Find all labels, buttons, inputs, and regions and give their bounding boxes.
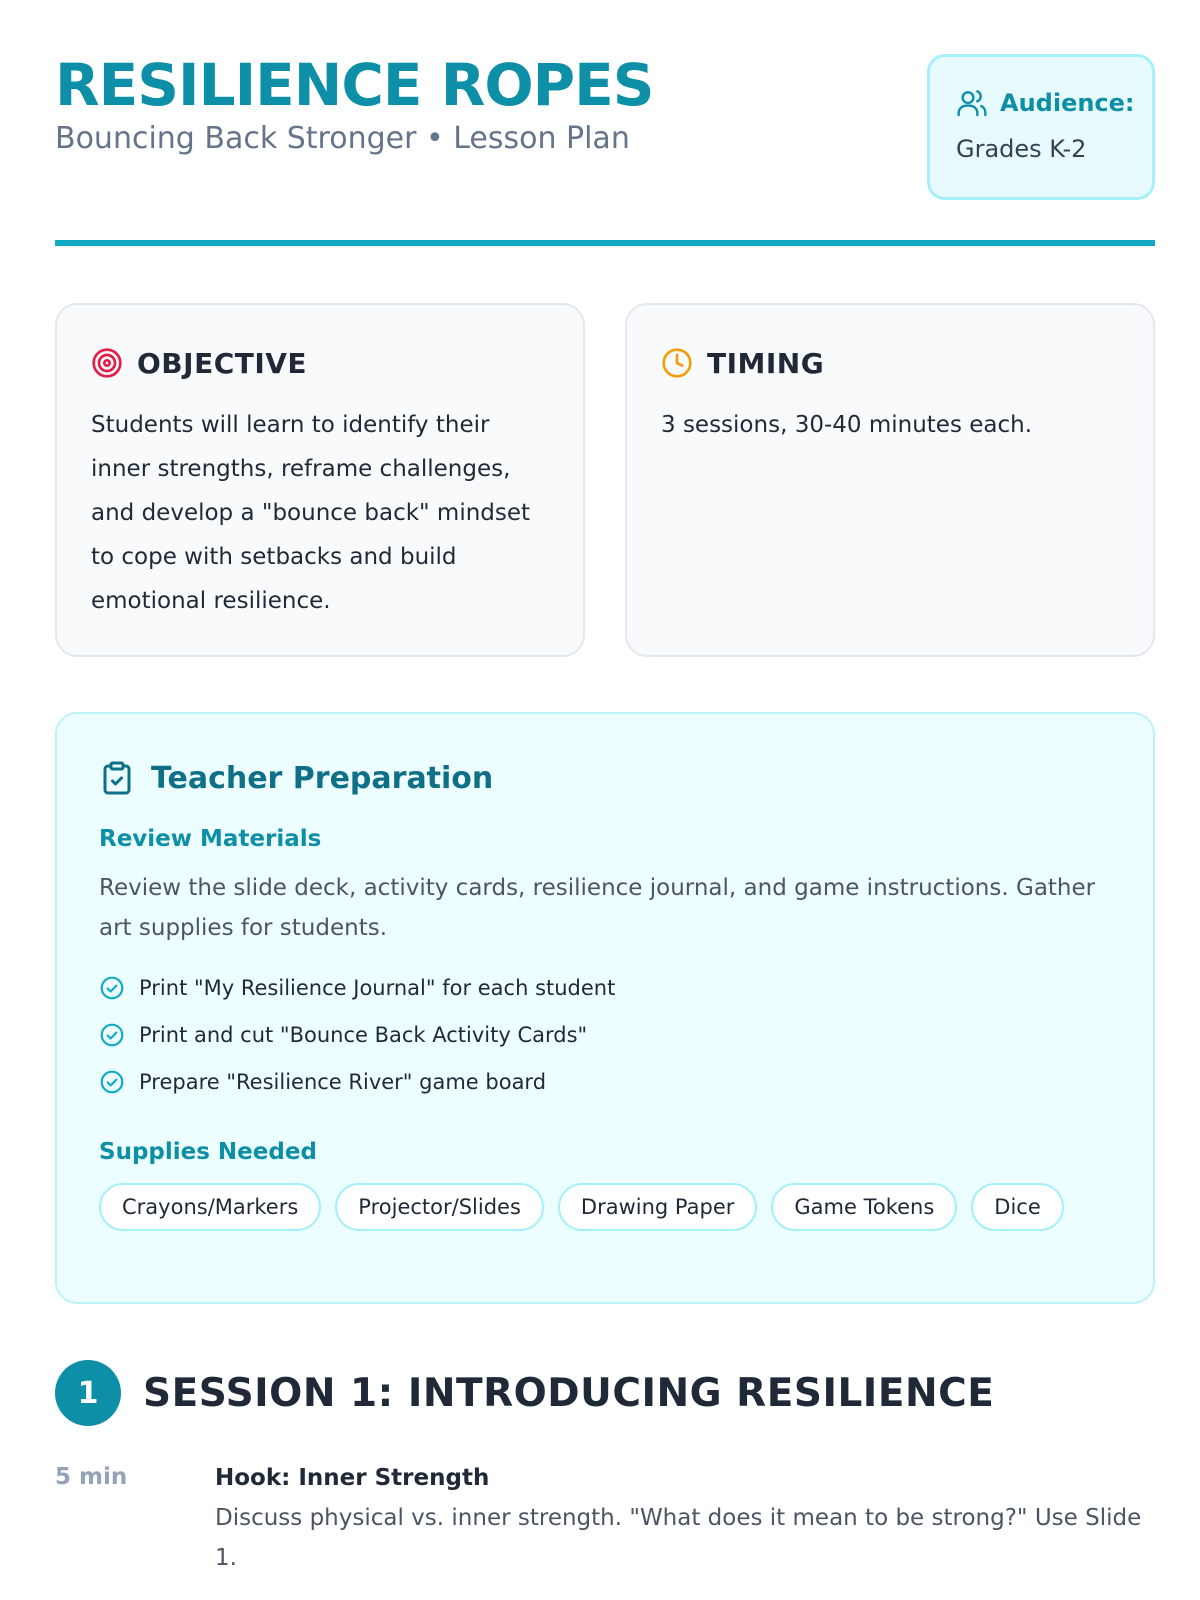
supply-tag: Projector/Slides bbox=[335, 1183, 544, 1231]
teacher-preparation bbox=[55, 712, 1155, 1304]
supply-tag: Drawing Paper bbox=[558, 1183, 757, 1231]
audience-value: Grades K-2 bbox=[956, 135, 1087, 163]
checklist-item bbox=[99, 964, 1111, 1011]
checklist-item bbox=[99, 1011, 1111, 1058]
page-subtitle: Bouncing Back Stronger • Lesson Plan bbox=[55, 121, 630, 156]
users-icon bbox=[956, 87, 988, 119]
session-title: SESSION 1: INTRODUCING RESILIENCE bbox=[143, 1370, 995, 1416]
review-materials-heading: Review Materials bbox=[99, 826, 322, 852]
checklist-item-label: Print and cut "Bounce Back Activity Cards" bbox=[139, 1022, 588, 1047]
supplies-heading: Supplies Needed bbox=[99, 1139, 317, 1165]
audience-label: Audience: bbox=[1000, 89, 1135, 117]
lesson-header bbox=[55, 52, 1155, 202]
preparation-checklist bbox=[99, 964, 1111, 1105]
check-circle-icon bbox=[99, 1069, 125, 1095]
timing-title: TIMING bbox=[707, 346, 825, 380]
objective-card bbox=[55, 303, 585, 657]
audience-box bbox=[927, 54, 1155, 200]
target-icon bbox=[91, 347, 123, 379]
review-materials-text: Review the slide deck, activity cards, resilience journal, and game instructions. Gather art supplies for students. bbox=[99, 875, 1096, 941]
supplies-list bbox=[99, 1183, 1111, 1231]
check-circle-icon bbox=[99, 975, 125, 1001]
checklist-item-label: Print "My Resilience Journal" for each student bbox=[139, 975, 616, 1000]
timing-card bbox=[625, 303, 1155, 657]
clipboard-check-icon bbox=[99, 760, 135, 796]
activity-description: Discuss physical vs. inner strength. "What does it mean to be strong?" Use Slide 1. bbox=[215, 1505, 1142, 1571]
timing-text: 3 sessions, 30-40 minutes each. bbox=[661, 412, 1033, 438]
header-divider bbox=[55, 240, 1155, 246]
objective-text: Students will learn to identify their inner strengths, reframe challenges, and develop a "bounce back" mindset to cope with setbacks and build emotional resilience. bbox=[91, 412, 531, 614]
objective-title: OBJECTIVE bbox=[137, 346, 308, 380]
checklist-item-label: Prepare "Resilience River" game board bbox=[139, 1069, 547, 1094]
supply-tag: Dice bbox=[971, 1183, 1063, 1231]
page-title: RESILIENCE ROPES bbox=[55, 51, 654, 119]
session-number-badge: 1 bbox=[55, 1360, 121, 1426]
supply-tag: Crayons/Markers bbox=[99, 1183, 321, 1231]
clock-icon bbox=[661, 347, 693, 379]
supply-tag: Game Tokens bbox=[771, 1183, 957, 1231]
checklist-item bbox=[99, 1058, 1111, 1105]
activity-title: Hook: Inner Strength bbox=[215, 1465, 490, 1491]
check-circle-icon bbox=[99, 1022, 125, 1048]
activity-row bbox=[55, 1462, 1155, 1582]
session-1-header bbox=[55, 1358, 1155, 1428]
preparation-title: Teacher Preparation bbox=[151, 760, 494, 796]
activity-duration: 5 min bbox=[55, 1464, 128, 1490]
